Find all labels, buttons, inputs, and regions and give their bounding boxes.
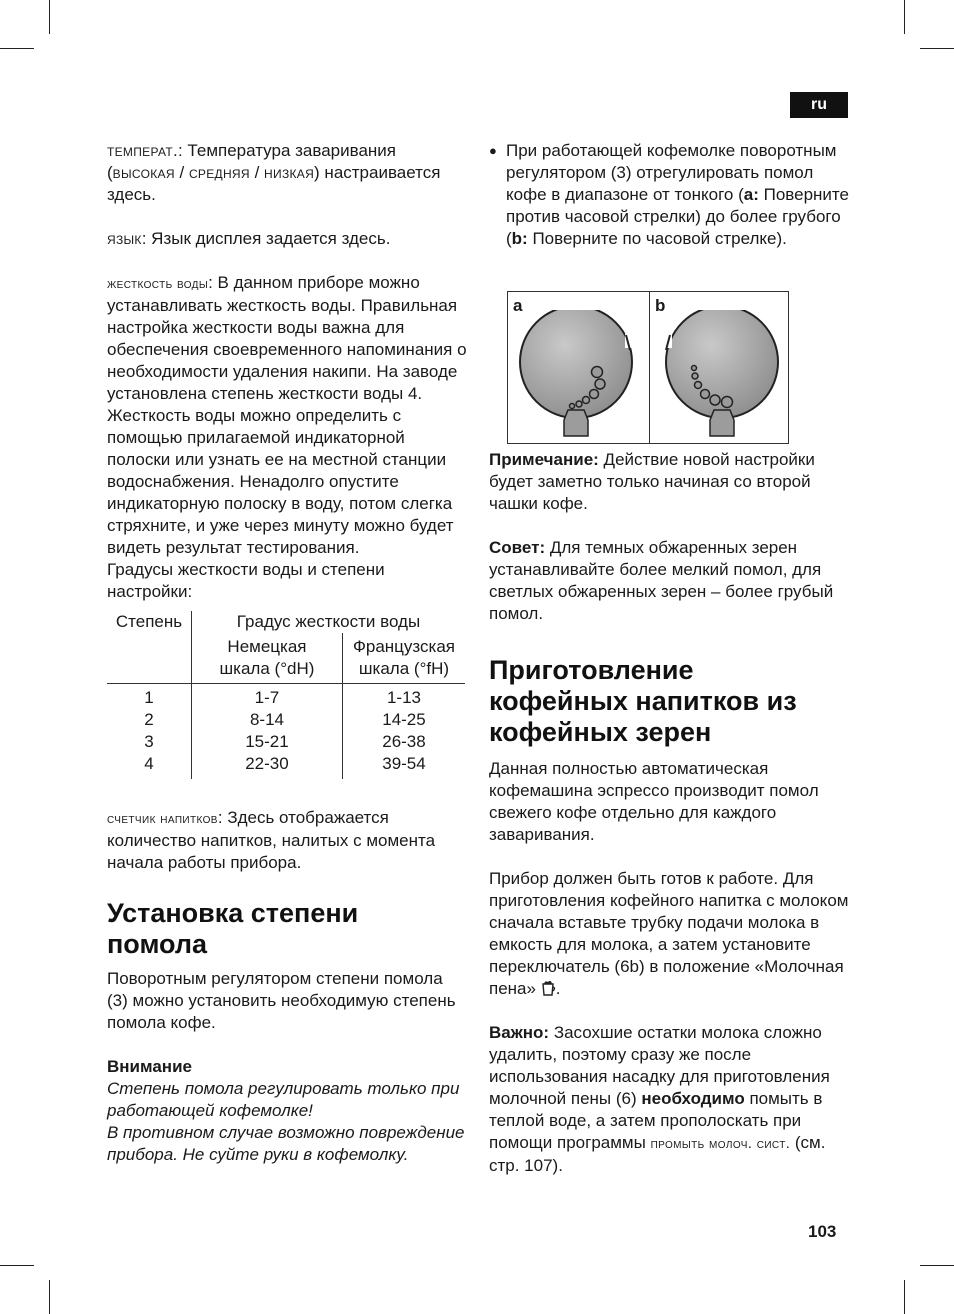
figure-label-b: b: [655, 296, 666, 315]
table-row: [107, 731, 465, 753]
crop-mark: [904, 0, 905, 34]
crop-mark: [920, 48, 954, 49]
cell-dh: 22-30: [191, 753, 342, 779]
temp-high: высокая: [112, 163, 175, 182]
attention-text-1: Степень помола регулировать только при работающей кофемолке!: [107, 1079, 460, 1120]
crop-mark: [920, 1265, 954, 1266]
table-header-german: Немецкая шкала (°dH): [191, 633, 342, 684]
cell-level: 1: [107, 684, 191, 710]
hardness-paragraph: жесткость воды: В данном приборе можно устанавливать жесткость воды. Правильная настройка жесткости воды важна для обеспечения своевременного напоминания о необходимости удаления накипи. На заводе установлена степень жесткости воды 4. Жесткость воды можно определить с помощью прилагаемой индикаторной полоски или узнать ее на местной станции водоснабжения. Ненадолго опустите индикаторную полоску в воду, потом слегка стряхните, и уже через минуту можно будет видеть результат тестирования.: [107, 273, 467, 557]
hardness-term: жесткость воды: [107, 276, 209, 292]
table-header-french: Французская шкала (°fH): [342, 633, 465, 684]
tip-label: Совет:: [489, 538, 546, 557]
table-body: [107, 684, 465, 780]
cell-fh: 1-13: [386, 688, 421, 707]
grinder-dial-a-icon: [514, 310, 644, 440]
page-number: 103: [808, 1222, 837, 1241]
right-column: [489, 140, 851, 250]
bullet-item: ● При работающей кофемолке поворотным регулятором (3) отрегулировать помол кофе в диапазоне от тонкого (a: Поверните против часовой стрелки) до более грубого (b: Поверните по часовой стрелке).: [489, 141, 849, 248]
temp-mid: средняя: [188, 163, 250, 182]
prep-heading: Приготовление кофейных напитков из кофейных зерен: [489, 655, 797, 747]
ready-paragraph: Прибор должен быть готов к работе. Для приготовления кофейного напитка с молоком сначала вставьте трубку подачи молока в емкость для молока, а затем установите переключатель (6b) в положение «Молочная пена» .: [489, 869, 849, 998]
left-column: [107, 140, 467, 1166]
attention-text-2: В противном случае возможно повреждение прибора. Не суйте руки в кофемолку.: [107, 1123, 465, 1164]
attention-title: Внимание: [107, 1057, 192, 1076]
cell-dh: 1-7: [191, 684, 342, 710]
table-row: [107, 753, 465, 779]
tip-paragraph: Совет: Для темных обжаренных зерен устанавливайте более мелкий помол, для светлых обжаренных зерен – более грубый помол.: [489, 538, 834, 623]
language-tab: ru: [790, 92, 848, 118]
table-header-group: Градус жесткости воды: [236, 612, 421, 631]
table-header-level: Степень: [107, 611, 191, 633]
prep-paragraph: Данная полностью автоматическая кофемашина эспрессо производит помол свежего кофе отдельно для каждого заваривания.: [489, 759, 819, 844]
right-column-lower: [489, 449, 851, 1177]
bullet-icon: ●: [489, 143, 497, 158]
cell-fh: 26-38: [382, 732, 426, 751]
rinse-program-term: промыть молоч. сист.: [650, 1136, 791, 1152]
table-row: [107, 684, 465, 710]
table-row: [107, 709, 465, 731]
note-paragraph: Примечание: Действие новой настройки будет заметно только начиная со второй чашки кофе.: [489, 450, 815, 513]
cell-level: 3: [107, 731, 191, 753]
cell-level: 4: [107, 753, 191, 779]
hardness-table: [107, 611, 465, 779]
important-bold: необходимо: [641, 1089, 745, 1108]
cell-level: 2: [107, 709, 191, 731]
grinder-figure: [507, 291, 789, 444]
b-label: b:: [511, 229, 528, 248]
note-label: Примечание:: [489, 450, 599, 469]
counter-paragraph: счетчик напитков: Здесь отображается количество напитков, налитых с момента начала работы прибора.: [107, 808, 436, 872]
grind-paragraph: Поворотным регулятором степени помола (3) можно установить необходимую степень помола кофе.: [107, 969, 456, 1032]
crop-mark: [904, 1280, 905, 1314]
cell-dh: 8-14: [191, 709, 342, 731]
a-label: a:: [743, 185, 759, 204]
crop-mark: [49, 0, 50, 34]
milk-foam-icon: [541, 979, 556, 996]
cell-dh: 15-21: [191, 731, 342, 753]
language-paragraph: язык: Язык дисплея задается здесь.: [107, 229, 391, 248]
temp-low: низкая: [264, 163, 315, 182]
temperature-term: температ.: [107, 141, 178, 160]
temperature-paragraph: температ.: Температура заваривания (высокая / средняя / низкая) настраивается здесь.: [107, 141, 441, 204]
grind-heading: Установка степени помола: [107, 898, 359, 959]
crop-mark: [49, 1280, 50, 1314]
hardness-intro: Градусы жесткости воды и степени настройки:: [107, 560, 385, 601]
figure-label-a: a: [513, 296, 523, 315]
important-paragraph: Важно: Засохшие остатки молока сложно удалить, поэтому сразу же после использования насадку для приготовления молочной пены (6) необходимо помыть в теплой воде, а затем прополоскать при помощи программы промыть молоч. сист. (см. стр. 107).: [489, 1023, 830, 1175]
cell-fh: 14-25: [382, 710, 426, 729]
important-label: Важно:: [489, 1023, 550, 1042]
counter-term: счетчик напитков: [107, 811, 218, 827]
crop-mark: [0, 1265, 34, 1266]
cell-fh: 39-54: [382, 754, 426, 773]
grinder-dial-b-icon: [656, 310, 786, 440]
crop-mark: [0, 48, 34, 49]
language-term: язык: [107, 229, 142, 248]
figure-divider: [649, 292, 650, 443]
